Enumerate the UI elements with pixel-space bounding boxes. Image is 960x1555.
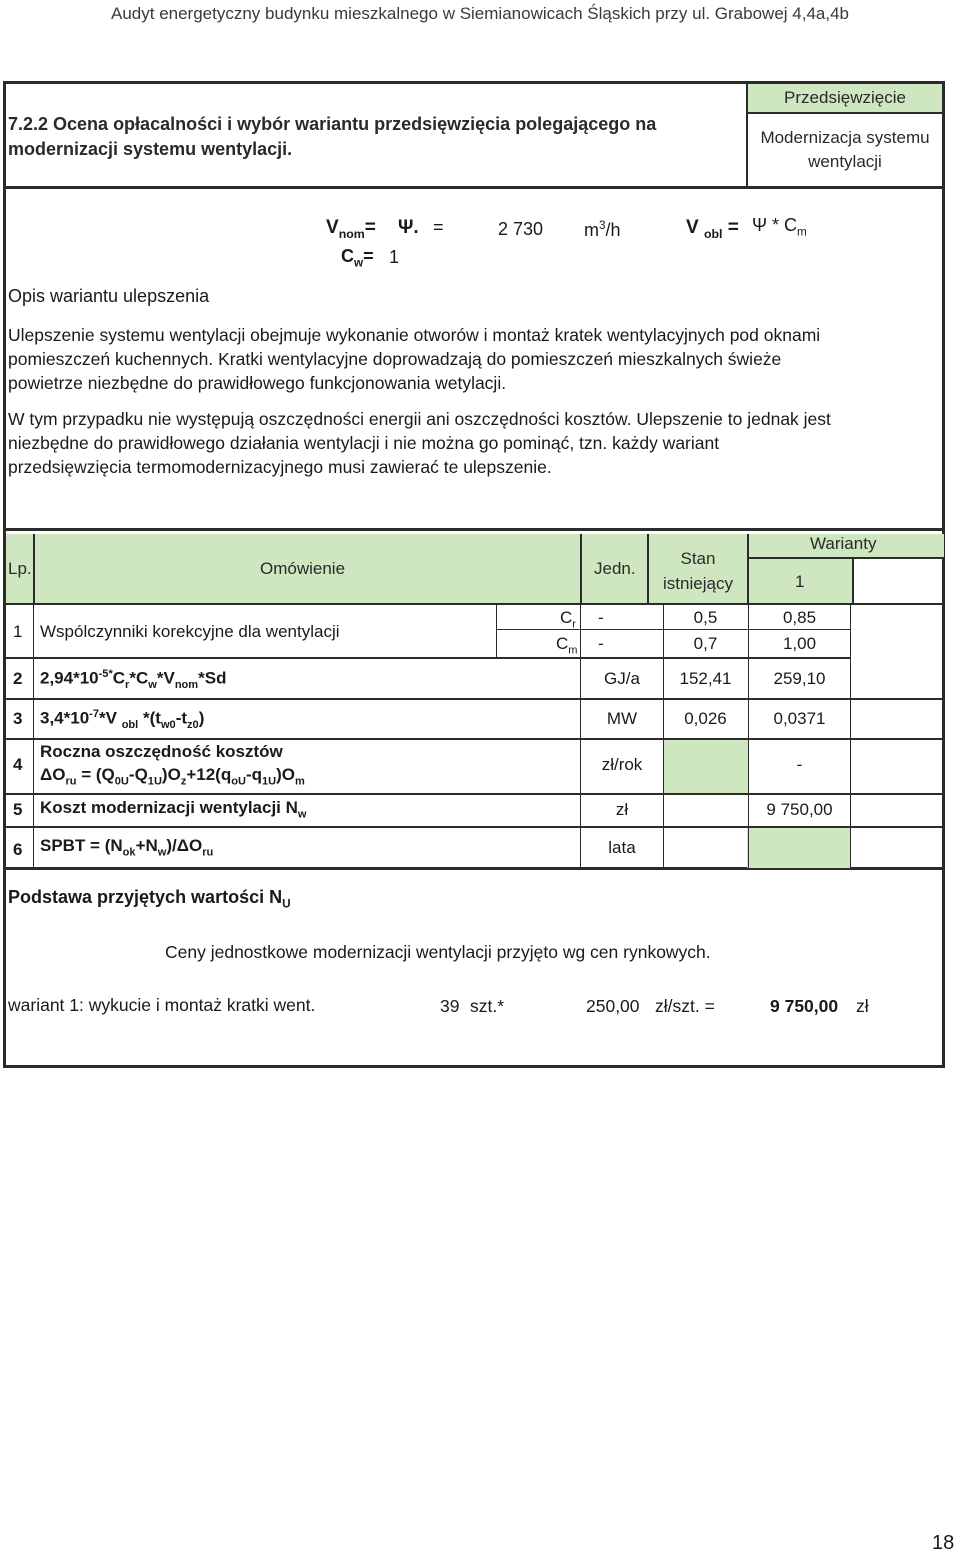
row5-unit: zł — [615, 800, 629, 819]
przedsiewziecie-value — [748, 126, 942, 174]
row3-formula: $3,4*10^{-7}*V$ $_{obl}$ $*(t_{w0}-t_{z0})$ — [40, 708, 205, 732]
variant-price-unit: zł/szt. = — [655, 996, 715, 1016]
row4-lp: 4 — [13, 755, 23, 774]
row5-desc: Koszt modernizacji wentylacji $N_w$ — [40, 798, 307, 821]
hline — [496, 629, 850, 630]
row3-w1: 0,0371 — [773, 709, 826, 728]
formula-vnom: $V_{nom}=$ — [326, 217, 376, 241]
hline — [6, 657, 850, 659]
vline — [852, 557, 854, 605]
footer-note: Ceny jednostkowe modernizacji wentylacji przyjęto wg cen rynkowych. — [165, 942, 711, 962]
hline — [6, 603, 945, 605]
variant-qty: 39 — [440, 996, 460, 1016]
row2-w1: 259,10 — [773, 669, 826, 688]
row3-lp: 3 — [13, 709, 23, 728]
page-number: 18 — [932, 1532, 955, 1554]
header-wariant-1: 1 — [795, 572, 805, 591]
hline — [6, 826, 945, 828]
header-jedn: Jedn. — [594, 559, 636, 578]
row4-unit: zł/rok — [601, 755, 643, 774]
row2-unit: GJ/a — [604, 669, 640, 688]
page-header: Audyt energetyczny budynku mieszkalnego w Siemianowicach Śląskich przy ul. Grabowej 4,4a,4b — [111, 4, 849, 23]
variant-total-unit: zł — [856, 996, 869, 1016]
section-title-line1: 7.2.2 Ocena opłacalności i wybór wariantu przedsięwzięcia polegającego na — [8, 114, 657, 134]
variant-total: 9 750,00 — [770, 996, 839, 1016]
row1-cr-stan: 0,5 — [693, 608, 718, 627]
row1-cr-symbol: $C_r$ — [560, 608, 576, 631]
vline — [580, 534, 582, 605]
formula-cw: $C_w=$ — [341, 246, 374, 270]
hline — [6, 698, 945, 700]
row4-line1: Roczna oszczędność kosztów — [40, 742, 283, 761]
row1-cr-w1: 0,85 — [782, 608, 817, 627]
row1-cr-unit: - — [598, 608, 604, 627]
row3-unit: MW — [606, 709, 638, 728]
row4-formula: $\Delta O_{ru} = (Q_{0U}-Q_{1U})O_z+12(q_{oU}-q_{1U})O_m$ — [40, 765, 305, 788]
header-lp: Lp. — [8, 559, 32, 578]
header-omowienie: Omówienie — [260, 559, 346, 578]
hline — [6, 793, 945, 795]
row3-stan: 0,026 — [684, 709, 727, 728]
vline — [33, 534, 35, 605]
row6-unit: lata — [608, 838, 636, 857]
header-stan: Stan istniejący — [663, 549, 733, 593]
row5-w1: 9 750,00 — [766, 800, 833, 819]
row4-stan-bg — [664, 738, 749, 793]
opis-label: Opis wariantu ulepszenia — [8, 286, 210, 306]
row1-cm-stan: 0,7 — [693, 634, 718, 653]
description-paragraph-2: W tym przypadku nie występują oszczędności energii ani oszczędności kosztów. Ulepszenie to jednak jest niezbędne do prawidłowego działania wentylacji i nie można go pominąć, tzn. każdy wariant przedsięwzięcia termomodernizacyjnego musi zawierać te ulepszenie. — [8, 409, 831, 477]
przedsiewziecie-value-line1: Modernizacja systemu — [760, 128, 930, 147]
formula-equals: = — [433, 217, 444, 237]
header-warianty: Warianty — [810, 534, 877, 553]
description-paragraph-1: Ulepszenie systemu wentylacji obejmuje wykonanie otworów i montaż kratek wentylacyjnych pod oknami pomieszczeń kuchennych. Kratki wentylacyjne doprowadzają do pomieszczeń mieszkalnych świeże powietrze niezbędne do prawidłowego funkcjonowania wetylacji. — [8, 325, 821, 393]
vline — [747, 534, 749, 605]
vline — [850, 605, 851, 870]
formula-vobl-rhs: Ψ * $C_m$ — [752, 215, 807, 239]
row1-cm-w1: 1,00 — [782, 634, 817, 653]
variant-qty-unit: szt.* — [470, 996, 505, 1016]
formula-cw-value: 1 — [389, 247, 400, 267]
row6-formula: SPBT = $(N_{ok}+N_w)/\Delta O_{ru}$ — [40, 836, 214, 859]
row6-lp: 6 — [13, 840, 23, 859]
przedsiewziecie-label: Przedsięwzięcie — [748, 84, 942, 114]
row1-desc: Wspólczynniki korekcyjne dla wentylacji — [40, 622, 340, 641]
hline — [6, 738, 945, 740]
section-title — [8, 112, 738, 162]
formula-unit: $m^3/h$ — [584, 219, 621, 240]
hline — [747, 557, 945, 559]
row1-cm-symbol: $C_m$ — [556, 634, 578, 657]
formula-psi: Ψ. — [398, 217, 419, 238]
row1-lp: 1 — [13, 622, 23, 641]
row5-lp: 5 — [13, 800, 23, 819]
row2-lp: 2 — [13, 669, 23, 688]
row2-stan: 152,41 — [679, 669, 732, 688]
formula-value: 2 730 — [498, 219, 544, 239]
vline — [33, 605, 34, 870]
row4-w1: - — [796, 755, 803, 774]
row1-cm-unit: - — [598, 634, 604, 653]
variant-price: 250,00 — [586, 996, 640, 1016]
footer-heading: Podstawa przyjętych wartości $N_U$ — [8, 887, 291, 911]
row2-formula: $2,94*10^{-5*}C_r*C_w*V_{nom}*Sd$ — [40, 668, 227, 692]
row6-w1-bg — [747, 828, 850, 868]
vline — [580, 605, 581, 870]
vline — [496, 605, 497, 657]
przedsiewziecie-value-line2: wentylacji — [808, 152, 882, 171]
formula-vobl: V $_{obl}$ = — [686, 217, 739, 241]
section-title-line2: modernizacji systemu wentylacji. — [8, 139, 293, 159]
variant-label: wariant 1: wykucie i montaż kratki went. — [8, 995, 316, 1015]
